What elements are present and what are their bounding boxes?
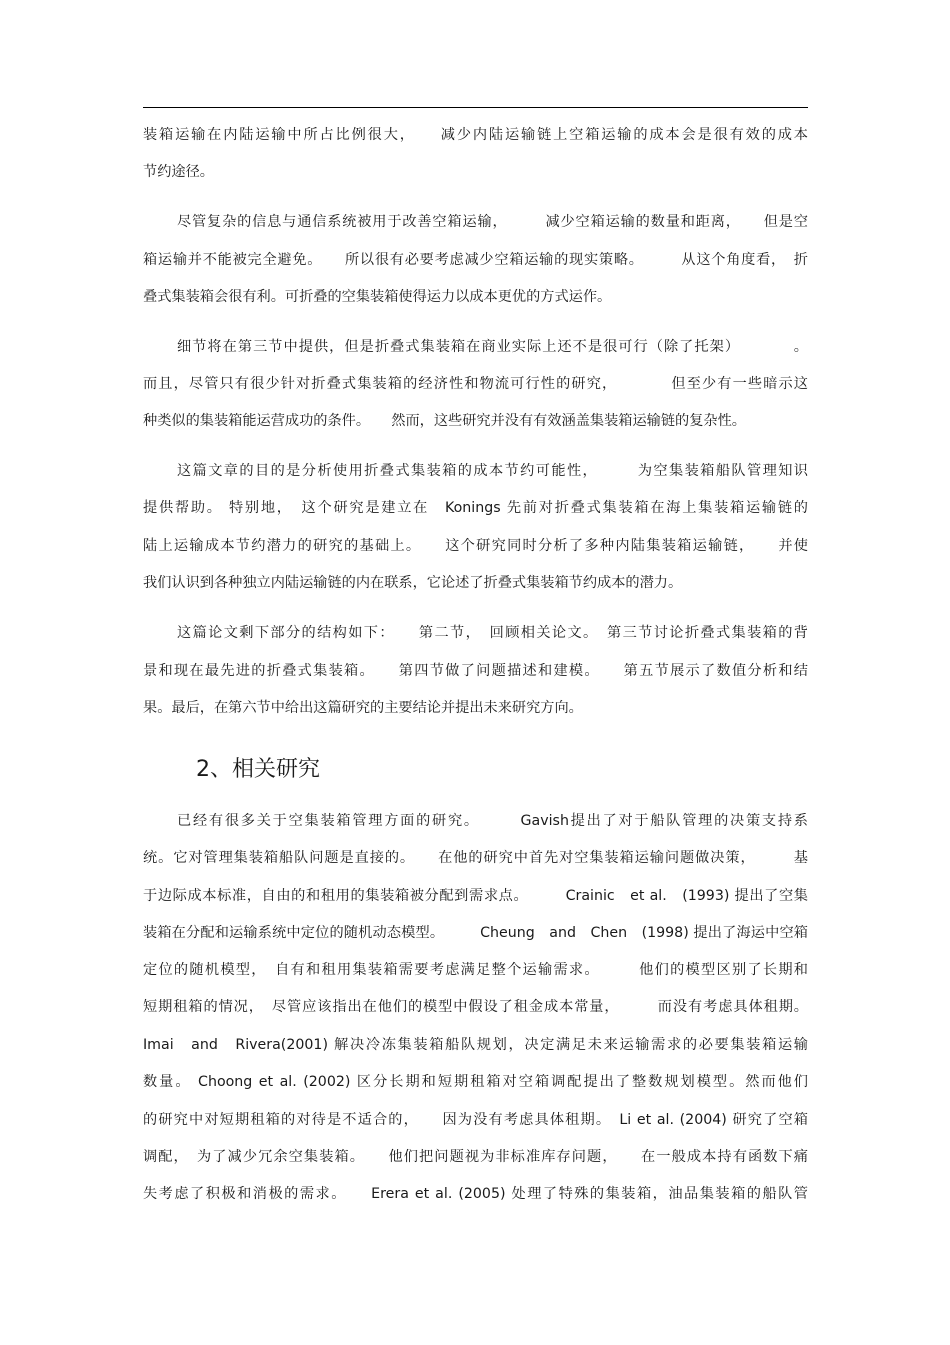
paragraph-line: 提供帮助。 特别地， 这个研究是建立在 Konings 先前对折叠式集装箱在海上集装箱运输链的 — [143, 500, 808, 516]
paragraph-line: 于边际成本标准，自由的和租用的集装箱被分配到需求点。 Crainic et al. (1993) 提出了空集 — [143, 888, 808, 904]
paragraph-line: 陆上运输成本节约潜力的研究的基础上。 这个研究同时分析了多种内陆集装箱运输链， 并使 — [143, 538, 808, 554]
paragraph-line: 统。它对管理集装箱船队问题是直接的。 在他的研究中首先对空集装箱运输问题做决策， 基 — [143, 850, 808, 866]
paragraph-line: 已经有很多关于空集装箱管理方面的研究。 Gavish提出了对于船队管理的决策支持系 — [177, 813, 808, 829]
header-rule — [143, 107, 808, 108]
section-heading: 2、相关研究 — [196, 757, 320, 782]
paragraph-line: 调配， 为了减少冗余空集装箱。 他们把问题视为非标准库存问题， 在一般成本持有函数下痛 — [143, 1149, 808, 1165]
paragraph-line: 种类似的集装箱能运营成功的条件。 然而，这些研究并没有有效涵盖集装箱运输链的复杂性。 — [143, 413, 746, 429]
paragraph-line: 我们认识到各种独立内陆运输链的内在联系，它论述了折叠式集装箱节约成本的潜力。 — [143, 575, 683, 591]
paragraph-line: 细节将在第三节中提供，但是折叠式集装箱在商业实际上还不是很可行（除了托架） 。 — [177, 339, 808, 355]
paragraph-line: 装箱运输在内陆运输中所占比例很大， 减少内陆运输链上空箱运输的成本会是很有效的成本 — [143, 127, 808, 143]
paragraph-line: Imai and Rivera(2001) 解决冷冻集装箱船队规划，决定满足未来运输需求的必要集装箱运输 — [143, 1037, 808, 1053]
paragraph-line: 节约途径。 — [143, 164, 214, 180]
paragraph-line: 而且，尽管只有很少针对折叠式集装箱的经济性和物流可行性的研究， 但至少有一些暗示这 — [143, 376, 808, 392]
paragraph-line: 景和现在最先进的折叠式集装箱。 第四节做了问题描述和建模。 第五节展示了数值分析和结 — [143, 663, 808, 679]
paragraph-line: 的研究中对短期租箱的对待是不适合的， 因为没有考虑具体租期。 Li et al. (2004) 研究了空箱 — [143, 1112, 808, 1128]
paragraph-line: 箱运输并不能被完全避免。 所以很有必要考虑减少空箱运输的现实策略。 从这个角度看， 折 — [143, 252, 808, 268]
paragraph-line: 尽管复杂的信息与通信系统被用于改善空箱运输， 减少空箱运输的数量和距离， 但是空 — [177, 214, 808, 230]
paragraph-line: 短期租箱的情况， 尽管应该指出在他们的模型中假设了租金成本常量， 而没有考虑具体租期。 — [143, 999, 808, 1015]
paragraph-line: 果。最后，在第六节中给出这篇研究的主要结论并提出未来研究方向。 — [143, 700, 583, 716]
paragraph-line: 这篇文章的目的是分析使用折叠式集装箱的成本节约可能性， 为空集装箱船队管理知识 — [177, 463, 808, 479]
paragraph-line: 数量。 Choong et al. (2002) 区分长期和短期租箱对空箱调配提出了整数规划模型。然而他们 — [143, 1074, 808, 1090]
paragraph-line: 失考虑了积极和消极的需求。 Erera et al. (2005) 处理了特殊的集装箱，油品集装箱的船队管 — [143, 1186, 808, 1202]
paragraph-line: 装箱在分配和运输系统中定位的随机动态模型。 Cheung and Chen (1998) 提出了海运中空箱 — [143, 925, 808, 941]
paragraph-line: 定位的随机模型， 自有和租用集装箱需要考虑满足整个运输需求。 他们的模型区别了长期和 — [143, 962, 808, 978]
paragraph-line: 叠式集装箱会很有利。可折叠的空集装箱使得运力以成本更优的方式运作。 — [143, 289, 612, 305]
paragraph-line: 这篇论文剩下部分的结构如下： 第二节， 回顾相关论文。 第三节讨论折叠式集装箱的背 — [177, 625, 808, 641]
